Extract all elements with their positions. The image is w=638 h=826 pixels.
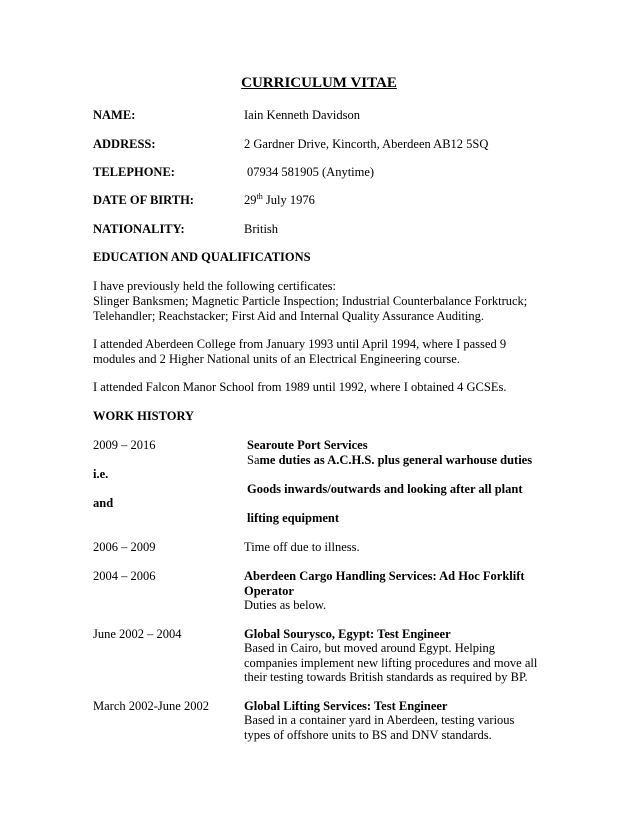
education-text: I attended Falcon Manor School from 1989 until 1992, where I obtained 4 GCSEs. <box>93 380 507 394</box>
education-text: Telehandler; Reachstacker; First Aid and Internal Quality Assurance Auditing. <box>93 309 485 323</box>
job-description: Goods inwards/outwards and looking after all plant <box>247 482 523 496</box>
job-dates: 2006 – 2009 <box>93 540 156 554</box>
job-title: Global Lifting Services: Test Engineer <box>244 699 448 713</box>
dob-rest: July 1976 <box>262 193 315 207</box>
nationality-value: British <box>244 222 279 236</box>
nationality-label: NATIONALITY: <box>93 222 185 236</box>
dob-value <box>244 193 315 208</box>
job-description: lifting equipment <box>247 511 340 525</box>
job-dates: 2004 – 2006 <box>93 569 156 583</box>
job-note-and: and <box>93 496 114 510</box>
education-text: modules and 2 Higher National units of an Electrical Engineering course. <box>93 352 460 366</box>
education-text: I have previously held the following certificates: <box>93 279 336 293</box>
job-description: companies implement new lifting procedures and move all <box>244 656 538 670</box>
job-dates: March 2002-June 2002 <box>93 699 209 713</box>
job-title: Aberdeen Cargo Handling Services: Ad Hoc Forklift <box>244 569 525 583</box>
job-note-ie: i.e. <box>93 467 109 481</box>
job-description: Time off due to illness. <box>244 540 360 554</box>
job-title: Operator <box>244 584 294 598</box>
telephone-value: 07934 581905 (Anytime) <box>247 165 375 179</box>
address-label: ADDRESS: <box>93 137 156 151</box>
name-value: Iain Kenneth Davidson <box>244 108 360 122</box>
telephone-label: TELEPHONE: <box>93 165 175 179</box>
dob-label: DATE OF BIRTH: <box>93 193 194 207</box>
work-heading: WORK HISTORY <box>93 409 195 423</box>
job-dates: June 2002 – 2004 <box>93 627 182 641</box>
job-description-plain: Sa <box>247 453 260 467</box>
job-description: Based in Cairo, but moved around Egypt. Helping <box>244 641 496 655</box>
job-title: Global Sourysco, Egypt: Test Engineer <box>244 627 451 641</box>
job-dates: 2009 – 2016 <box>93 438 156 452</box>
education-text: I attended Aberdeen College from January 1993 until April 1994, where I passed 9 <box>93 337 507 351</box>
job-description-bold: me duties as A.C.H.S. plus general warhouse duties <box>259 453 533 467</box>
job-title: Searoute Port Services <box>247 438 368 452</box>
job-description <box>247 453 532 468</box>
dob-day: 29 <box>244 193 257 207</box>
job-description: types of offshore units to BS and DNV standards. <box>244 728 492 742</box>
education-heading: EDUCATION AND QUALIFICATIONS <box>93 250 311 264</box>
job-description: Based in a container yard in Aberdeen, testing various <box>244 713 515 727</box>
name-label: NAME: <box>93 108 136 122</box>
address-value: 2 Gardner Drive, Kincorth, Aberdeen AB12 5SQ <box>244 137 489 151</box>
education-text: Slinger Banksmen; Magnetic Particle Inspection; Industrial Counterbalance Forktruck; <box>93 294 528 308</box>
document-title: CURRICULUM VITAE <box>241 75 397 91</box>
job-description: Duties as below. <box>244 598 327 612</box>
dob-suffix: th <box>256 191 263 201</box>
job-description: their testing towards British standards as required by BP. <box>244 670 528 684</box>
